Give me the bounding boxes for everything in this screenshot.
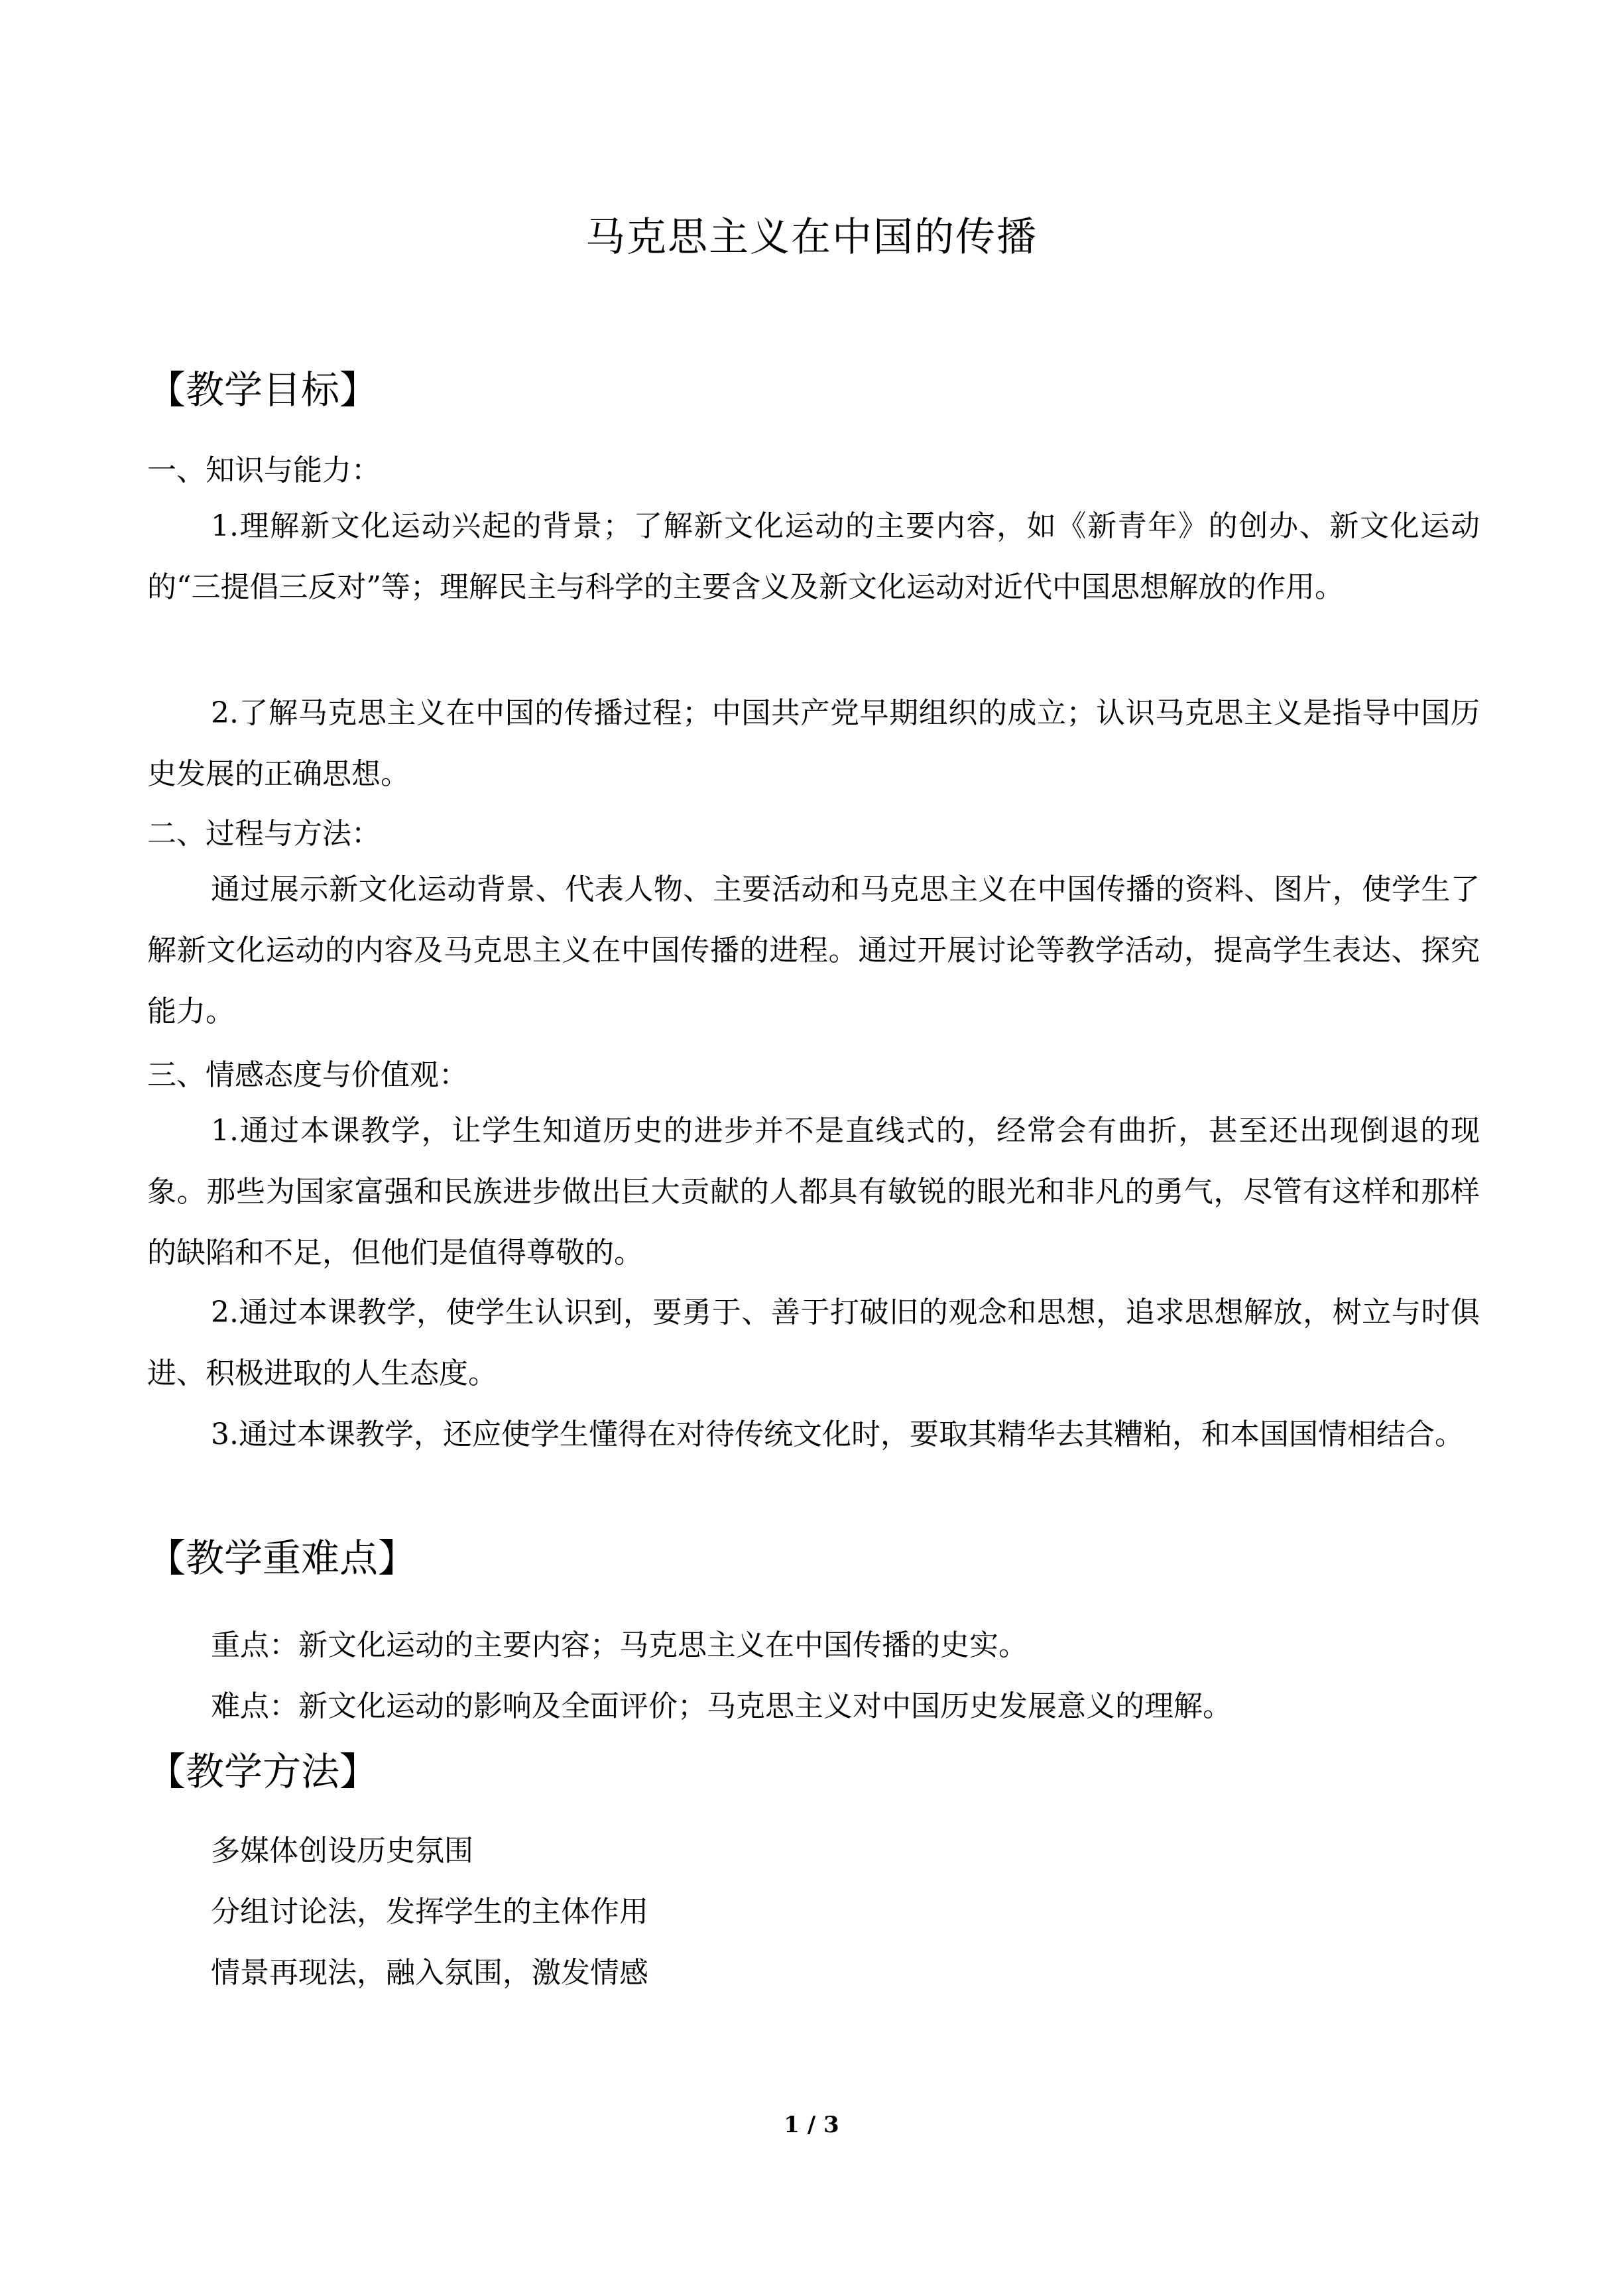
focus-line: 重点：新文化运动的主要内容；马克思主义在中国传播的史实。	[211, 1628, 1028, 1662]
key-points-heading: 【教学重难点】	[147, 1536, 417, 1581]
difficulty-line: 难点：新文化运动的影响及全面评价；马克思主义对中国历史发展意义的理解。	[211, 1689, 1232, 1723]
method-item: 情景再现法，融入氛围，激发情感	[211, 1956, 648, 1990]
page-number: 1 / 3	[784, 2112, 839, 2138]
knowledge-ability-heading: 一、知识与能力：	[147, 453, 381, 487]
methods-heading: 【教学方法】	[147, 1749, 379, 1794]
knowledge-item-2: 2.了解马克思主义在中国的传播过程；中国共产党早期组织的成立；认识马克思主义是指导中国历史发展的正确思想。	[147, 696, 1480, 791]
method-item: 多媒体创设历史氛围	[211, 1834, 473, 1868]
emotion-item-2: 2.通过本课教学，使学生认识到，要勇于、善于打破旧的观念和思想，追求思想解放，树立与时俱进、积极进取的人生态度。	[147, 1296, 1480, 1390]
objectives-heading: 【教学目标】	[147, 367, 379, 412]
emotion-values-heading: 三、情感态度与价值观：	[147, 1058, 468, 1092]
emotion-item-1: 1.通过本课教学，让学生知道历史的进步并不是直线式的，经常会有曲折，甚至还出现倒退的现象。那些为国家富强和民族进步做出巨大贡献的人都具有敏锐的眼光和非凡的勇气，尽管有这样和那样的缺陷和不足，但他们是值得尊敬的。	[147, 1114, 1480, 1270]
method-item: 分组讨论法，发挥学生的主体作用	[211, 1895, 648, 1929]
knowledge-item-1: 1.理解新文化运动兴起的背景；了解新文化运动的主要内容，如《新青年》的创办、新文化运动的“三提倡三反对”等；理解民主与科学的主要含义及新文化运动对近代中国思想解放的作用。	[147, 509, 1480, 604]
emotion-item-3: 3.通过本课教学，还应使学生懂得在对待传统文化时，要取其精华去其糟粕，和本国国情相结合。	[211, 1418, 1464, 1451]
process-item-1: 通过展示新文化运动背景、代表人物、主要活动和马克思主义在中国传播的资料、图片，使学生了解新文化运动的内容及马克思主义在中国传播的进程。通过开展讨论等教学活动，提高学生表达、探究能力。	[147, 873, 1480, 1028]
document-title: 马克思主义在中国的传播	[585, 214, 1038, 261]
process-method-heading: 二、过程与方法：	[147, 817, 381, 851]
